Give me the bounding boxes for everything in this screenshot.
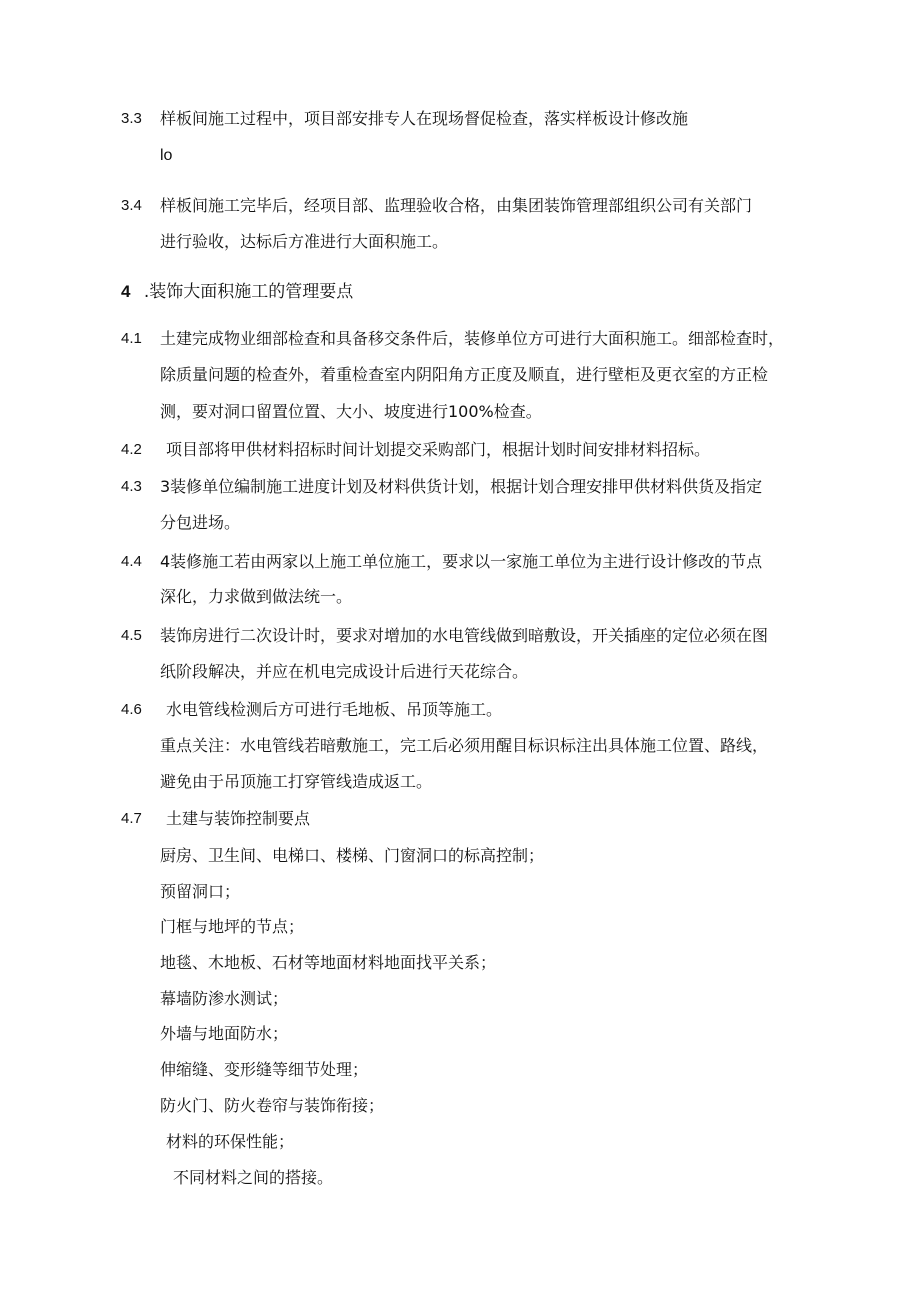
item-4-7-number: 4.7 <box>121 810 142 827</box>
item-3-4-line-1: 样板间施工完毕后，经项目部、监理验收合格，由集团装饰管理部组织公司有关部门 <box>160 196 753 215</box>
item-4-5-line-2: 纸阶段解决，并应在机电完成设计后进行天花综合。 <box>160 662 529 681</box>
item-4-2-line-1: 项目部将甲供材料招标时间计划提交采购部门，根据计划时间安排材料招标。 <box>166 440 711 459</box>
item-4-3-line-2: 分包进场。 <box>160 513 241 532</box>
item-4-5-line-1: 装饰房进行二次设计时，要求对增加的水电管线做到暗敷设，开关插座的定位必须在图 <box>160 626 769 645</box>
control-point-5: 幕墙防渗水测试； <box>160 989 289 1008</box>
item-3-3-number: 3.3 <box>121 110 142 127</box>
item-4-1-line-2: 除质量问题的检查外，着重检查室内阴阳角方正度及顺直，进行壁柜及更衣室的方正检 <box>160 365 769 384</box>
item-4-7-title: 土建与装饰控制要点 <box>166 809 311 828</box>
item-4-6-line-3: 避免由于吊顶施工打穿管线造成返工。 <box>160 772 433 791</box>
item-3-3-line-2: lo <box>160 147 173 164</box>
item-4-2-number: 4.2 <box>121 441 142 458</box>
item-4-4-line-2: 深化，力求做到做法统一。 <box>160 587 353 606</box>
item-4-1-line-1: 土建完成物业细部检查和具备移交条件后，装修单位方可进行大面积施工。细部检查时， <box>160 329 785 348</box>
item-3-4-number: 3.4 <box>121 197 142 214</box>
item-3-4-line-2: 进行验收，达标后方准进行大面积施工。 <box>160 232 449 251</box>
control-point-8: 防火门、防火卷帘与装饰衔接； <box>160 1096 385 1115</box>
item-3-3-line-1: 样板间施工过程中，项目部安排专人在现场督促检查，落实样板设计修改施 <box>160 109 689 128</box>
item-4-6-line-1: 水电管线检测后方可进行毛地板、吊顶等施工。 <box>166 700 503 719</box>
control-point-10: 不同材料之间的搭接。 <box>173 1168 334 1187</box>
control-point-2: 预留洞口； <box>160 882 241 901</box>
item-4-4-line-1: 4装修施工若由两家以上施工单位施工，要求以一家施工单位为主进行设计修改的节点 <box>160 552 763 571</box>
item-4-1-line-3: 测，要对洞口留置位置、大小、坡度进行100%检查。 <box>160 402 542 421</box>
section-4-heading-text: .装饰大面积施工的管理要点 <box>143 282 354 302</box>
control-point-3: 门框与地坪的节点； <box>160 917 305 936</box>
control-point-9: 材料的环保性能； <box>166 1132 295 1151</box>
control-point-1: 厨房、卫生间、电梯口、楼梯、门窗洞口的标高控制； <box>160 846 545 865</box>
item-4-4-number: 4.4 <box>121 553 142 570</box>
item-4-6-line-2: 重点关注：水电管线若暗敷施工，完工后必须用醒目标识标注出具体施工位置、路线， <box>160 736 769 755</box>
item-4-1-number: 4.1 <box>121 330 142 347</box>
control-point-6: 外墙与地面防水； <box>160 1024 289 1043</box>
item-4-6-number: 4.6 <box>121 701 142 718</box>
item-4-3-line-1: 3装修单位编制施工进度计划及材料供货计划，根据计划合理安排甲供材料供货及指定 <box>160 477 763 496</box>
item-4-3-number: 4.3 <box>121 478 142 495</box>
section-4-heading <box>121 281 353 303</box>
section-4-heading-number: 4 <box>121 282 131 301</box>
control-point-4: 地毯、木地板、石材等地面材料地面找平关系； <box>160 953 497 972</box>
item-4-5-number: 4.5 <box>121 627 142 644</box>
control-point-7: 伸缩缝、变形缝等细节处理； <box>160 1060 369 1079</box>
